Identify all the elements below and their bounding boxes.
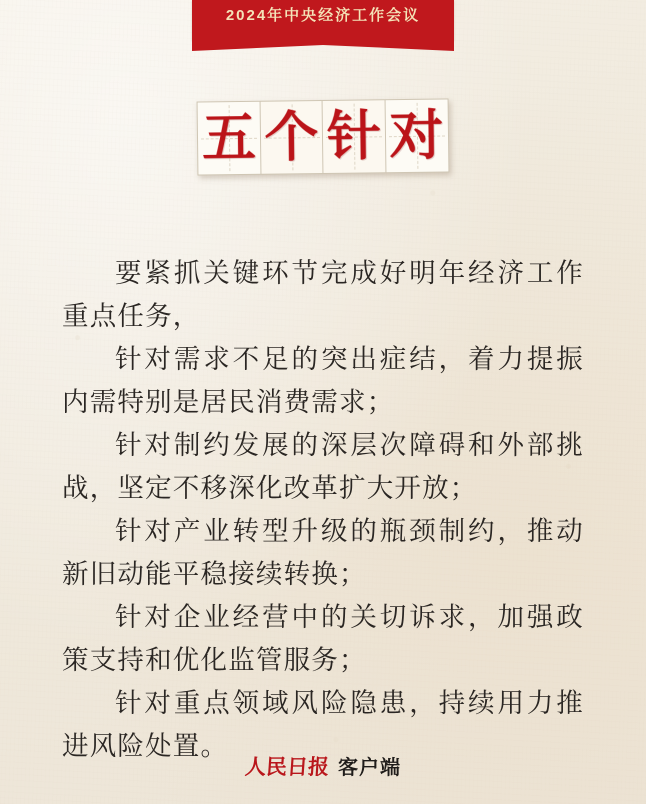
- body-paragraph: 针对需求不足的突出症结，着力提振内需特别是居民消费需求；: [62, 344, 584, 417]
- banner-ribbon: [192, 0, 454, 40]
- headline-char: 针: [326, 106, 382, 167]
- body-paragraph: 要紧抓关键环节完成好明年经济工作重点任务，: [62, 258, 584, 331]
- footer-branding: [0, 757, 646, 778]
- app-label: 客户端: [338, 756, 401, 779]
- headline-cell: [322, 99, 387, 174]
- body-copy: [62, 252, 584, 768]
- headline-grid: [197, 98, 449, 175]
- headline-char: 对: [389, 105, 445, 167]
- body-paragraph: 针对制约发展的深层次障碍和外部挑战，坚定不移深化改革扩大开放；: [62, 430, 584, 503]
- headline-cell: [259, 100, 324, 175]
- headline-char: 五: [201, 107, 257, 169]
- headline-cell: [197, 101, 262, 176]
- body-paragraph: 针对产业转型升级的瓶颈制约，推动新旧动能平稳接续转换；: [62, 516, 584, 589]
- headline-cell: [384, 98, 449, 173]
- headline-block: [0, 100, 646, 174]
- headline-char: 个: [264, 107, 320, 168]
- top-banner: [0, 0, 646, 40]
- body-paragraph: 针对企业经营中的关切诉求，加强政策支持和优化监管服务；: [62, 602, 584, 675]
- body-paragraph: 针对重点领域风险隐患，持续用力推进风险处置。: [62, 688, 584, 761]
- peoples-daily-logo: 人民日报: [244, 755, 330, 779]
- banner-title: 2024年中央经济工作会议: [225, 7, 421, 24]
